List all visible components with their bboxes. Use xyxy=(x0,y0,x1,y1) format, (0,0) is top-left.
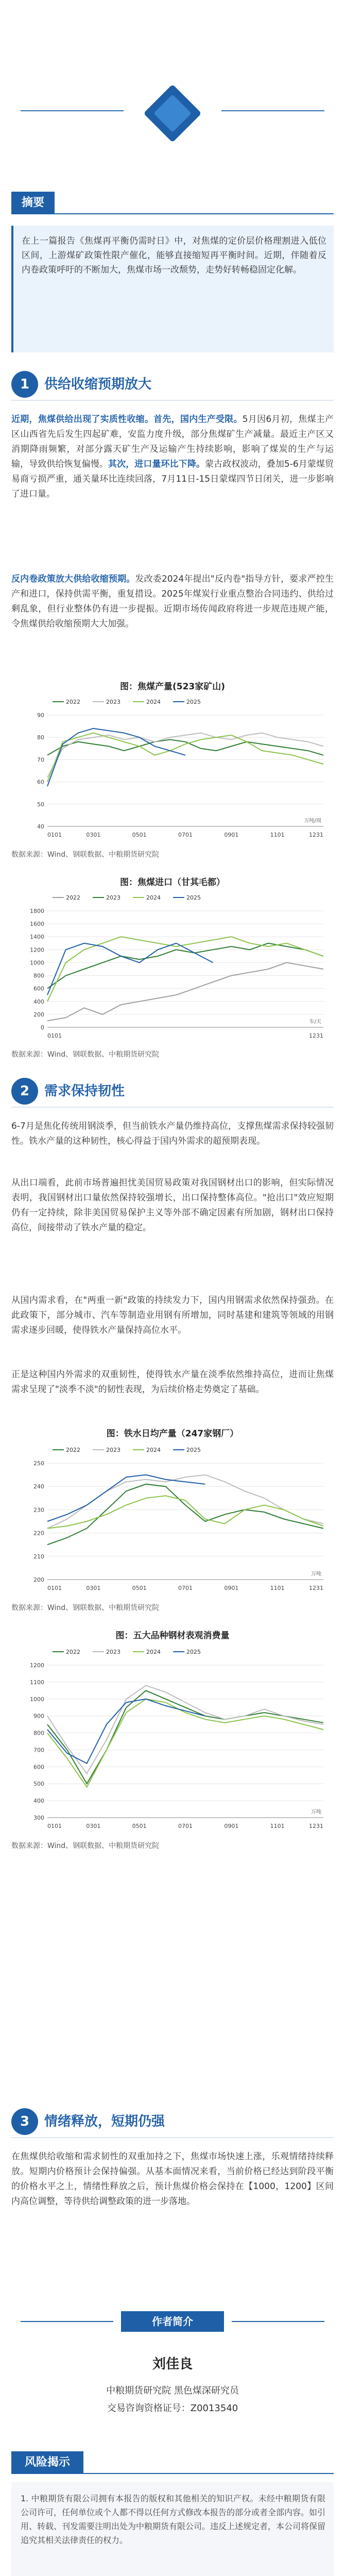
legend-item xyxy=(133,699,161,705)
hot-metal-output-chart xyxy=(21,1443,330,1597)
text: 蒙古政权波动，叠加5-6月蒙煤贸易商亏损严重，通关量环比连续回落，7月11日-15日蒙煤四节日闭关，进一步影响了进口量。 xyxy=(11,459,334,499)
legend-label: 2023 xyxy=(106,1649,120,1655)
legend-item xyxy=(93,894,120,901)
legend-item xyxy=(93,1649,120,1655)
y-tick-label: 250 xyxy=(33,1460,44,1467)
unit-label: 车/天 xyxy=(309,1019,321,1025)
x-tick-label: 0301 xyxy=(86,1823,101,1829)
y-tick-label: 210 xyxy=(33,1553,44,1560)
x-tick-label: 1231 xyxy=(309,1823,323,1829)
y-tick-label: 50 xyxy=(37,801,44,808)
legend-item xyxy=(173,699,201,705)
section-1-heading xyxy=(11,371,334,402)
bold-lead: 近期，焦煤供给出现了实质性收缩。首先，国内生产受限。 xyxy=(11,414,243,425)
x-tick-label: 0101 xyxy=(47,1823,62,1829)
y-tick-label: 1200 xyxy=(30,1662,44,1669)
legend-item xyxy=(53,1649,80,1655)
risk-item: 1. 中粮期货有限公司拥有本报告的版权和其他相关的知识产权。未经中粮期货有限公司许可，任何单位或个人都不得以任何方式修改本报告的部分或者全部内容。如引用、转载、刊发需要注明出处为中粮期货有限公司。违反上述规定者，本公司将保留追究其相关法律责任的权力。 xyxy=(21,2494,326,2545)
legend-item xyxy=(53,894,80,901)
y-tick-label: 70 xyxy=(37,756,44,764)
x-tick-label: 1231 xyxy=(309,1032,323,1039)
header-rule-right xyxy=(221,110,324,111)
series-line xyxy=(47,943,213,995)
legend-label: 2022 xyxy=(66,1649,80,1655)
x-tick-label: 0701 xyxy=(178,832,193,838)
series-line xyxy=(47,943,323,989)
y-tick-label: 230 xyxy=(33,1506,44,1514)
figure-2-source: 数据来源：Wind、钢联数据、中粮期货研究院 xyxy=(11,1050,160,1059)
series-line xyxy=(47,1699,205,1764)
bold-lead: 其次，进口量环比下降。 xyxy=(108,459,205,469)
header-badge xyxy=(0,0,345,155)
author-rule-right xyxy=(232,2321,324,2322)
y-tick-label: 1000 xyxy=(30,1696,44,1703)
coking-coal-output-chart xyxy=(21,694,330,844)
y-tick-label: 220 xyxy=(33,1530,44,1537)
y-tick-label: 400 xyxy=(33,998,44,1005)
x-tick-label: 1101 xyxy=(270,1585,285,1591)
unit-label: 万吨 xyxy=(311,1809,321,1815)
legend-label: 2024 xyxy=(146,894,161,901)
y-tick-label: 40 xyxy=(37,823,44,830)
y-tick-label: 400 xyxy=(33,1798,44,1805)
series-line xyxy=(47,733,323,782)
unit-label: 万吨/周 xyxy=(304,818,321,824)
x-tick-label: 0901 xyxy=(224,832,239,838)
text: 5月因6月初，焦煤主产区山西省先后发生四起矿难，安监力度升级，部分焦煤矿生产减量。最近主产区又消期降雨频繁，对部分露天矿生产及运输产生持续影响，影响了煤炭的生产与运输，导致供给恢复偏慢。 xyxy=(11,414,334,469)
section-number: 3 xyxy=(11,2108,38,2135)
risk-rule xyxy=(11,2473,334,2474)
legend-label: 2022 xyxy=(66,1447,80,1453)
header-rule-left xyxy=(21,110,124,111)
steel-consumption-chart xyxy=(21,1645,330,1835)
x-tick-label: 0101 xyxy=(47,1032,62,1039)
x-tick-label: 0101 xyxy=(47,832,62,838)
series-line xyxy=(47,1699,323,1787)
legend-item xyxy=(173,894,201,901)
section-title: 需求保持韧性 xyxy=(44,1083,125,1099)
figure-3-title: 图：铁水日均产量（247家钢厂） xyxy=(106,1429,239,1439)
text: 发改委2024年提出"反内卷"指导方针，要求严控生产和进口，保持供需平衡，重复措设。2025年煤炭行业重点整治合同违约、供给过剩乱象，但行业整体仍有进一步提振。近期市场传闻政府将进一步规范违规产能，令焦煤供给收缩预期大大加强。 xyxy=(11,574,334,629)
author-heading-label: 作者简介 xyxy=(121,2311,224,2332)
coking-coal-import-chart xyxy=(21,890,330,1045)
x-tick-label: 1101 xyxy=(270,832,285,838)
section-number: 1 xyxy=(11,371,38,398)
y-tick-label: 700 xyxy=(33,1747,44,1754)
legend-item xyxy=(133,1447,161,1453)
x-tick-label: 0501 xyxy=(132,1585,147,1591)
figure-3-source: 数据来源：Wind、钢联数据、中粮期货研究院 xyxy=(11,1604,160,1612)
legend-label: 2025 xyxy=(186,1447,201,1453)
legend-item xyxy=(173,1447,201,1453)
y-tick-label: 800 xyxy=(33,1730,44,1737)
section-2-paragraph-1: 6-7月是焦化传统用钢淡季，但当前铁水产量仍维持高位，支撑焦煤需求保持较强韧性。铁水产量的这种韧性，核心得益于国内外需求的超预期表现。 xyxy=(11,1121,334,1146)
series-line xyxy=(47,962,323,1021)
section-1-paragraph-1 xyxy=(11,412,334,502)
section-rule xyxy=(11,400,334,401)
series-line xyxy=(47,733,323,777)
x-tick-label: 0301 xyxy=(86,1585,101,1591)
x-tick-label: 0901 xyxy=(224,1585,239,1591)
y-tick-label: 1800 xyxy=(30,908,44,914)
author-rule-left xyxy=(21,2321,113,2322)
x-tick-label: 0101 xyxy=(47,1585,62,1591)
y-tick-label: 500 xyxy=(33,1781,44,1788)
figure-1-title: 图：焦煤产量(523家矿山) xyxy=(119,682,226,692)
legend-label: 2025 xyxy=(186,699,201,705)
section-1-paragraph-2 xyxy=(11,572,334,632)
section-2-paragraph-3: 从国内需求看，在"两重一新"政策的持续发力下，国内用钢需求依然保持强劲。在此政策下，部分城市、汽车等制造业用钢有所增加，同时基建和建筑等领域的用钢需求逐步回暖，使得铁水产量保持高位水平。 xyxy=(11,1295,334,1335)
legend-item xyxy=(133,894,161,901)
section-rule xyxy=(11,2137,334,2138)
legend-label: 2023 xyxy=(106,699,120,705)
y-tick-label: 600 xyxy=(33,985,44,992)
legend-item xyxy=(93,1447,120,1453)
legend-label: 2023 xyxy=(106,894,120,901)
legend-label: 2022 xyxy=(66,699,80,705)
author-heading xyxy=(0,2311,345,2332)
x-tick-label: 1231 xyxy=(309,1585,323,1591)
y-tick-label: 90 xyxy=(37,712,44,719)
legend-item xyxy=(53,1447,80,1453)
y-tick-label: 900 xyxy=(33,1713,44,1720)
section-number: 2 xyxy=(11,1078,38,1105)
figure-4-title: 图：五大品种钢材表观消费量 xyxy=(115,1631,230,1641)
section-title: 情绪释放，短期仍强 xyxy=(44,2114,165,2129)
legend-item xyxy=(173,1649,201,1655)
x-tick-label: 1101 xyxy=(270,1823,285,1829)
figure-4-source: 数据来源：Wind、钢联数据、中粮期货研究院 xyxy=(11,1842,160,1850)
y-tick-label: 200 xyxy=(33,1011,44,1018)
y-tick-label: 800 xyxy=(33,972,44,979)
x-tick-label: 0701 xyxy=(178,1585,193,1591)
section-2-paragraph-2: 从出口端看，此前市场普遍担忧美国贸易政策对我国钢材出口的影响，但实际情况表明，我国钢材出口量依然保持较强增长，出口保持整体高位。"抢出口"效应短期仍有一定持续，除非美国贸易保护主义等外部不确定因素有所加剧，钢材出口保持高位，间接带动了铁水产量的稳定。 xyxy=(11,1178,334,1233)
y-tick-label: 300 xyxy=(33,1815,44,1821)
legend-label: 2024 xyxy=(146,699,161,705)
y-tick-label: 1100 xyxy=(30,1679,44,1686)
y-tick-label: 1000 xyxy=(30,959,44,967)
summary-rule xyxy=(11,213,334,214)
y-tick-label: 200 xyxy=(33,1577,44,1583)
section-2-heading xyxy=(11,1078,334,1109)
author-certificate: 交易咨询资格证号：Z0013540 xyxy=(107,2403,238,2414)
risk-label: 风险揭示 xyxy=(11,2451,83,2474)
section-title: 供给收缩预期放大 xyxy=(44,377,152,392)
legend-label: 2025 xyxy=(186,894,201,901)
author-organization: 中粮期货研究院 黑色煤深研究员 xyxy=(106,2385,239,2396)
section-rule xyxy=(11,1107,334,1108)
series-line xyxy=(47,1484,323,1545)
x-tick-label: 0301 xyxy=(86,832,101,838)
y-tick-label: 1600 xyxy=(30,921,44,928)
summary-label: 摘要 xyxy=(11,192,55,214)
diamond-logo-icon xyxy=(142,72,203,149)
section-3-heading xyxy=(11,2108,334,2139)
series-line xyxy=(47,1496,323,1528)
legend-label: 2024 xyxy=(146,1649,161,1655)
legend-label: 2024 xyxy=(146,1447,161,1453)
section-3-paragraph-1: 在焦煤供给收缩和需求韧性的双重加持之下，焦煤市场快速上涨，乐观情绪持续释放。短期内价格预计会保持偏强。从基本面情况来看，当前价格已经达到阶段平衡的价格水平之上，情绪性释放之后，预计焦煤价格会保持在【1000，1200】区间内高位调整，等待供给调整政策的进一步落地。 xyxy=(11,2151,334,2207)
unit-label: 万吨 xyxy=(311,1571,321,1577)
y-tick-label: 0 xyxy=(41,1024,44,1031)
x-tick-label: 0901 xyxy=(224,1823,239,1829)
legend-label: 2022 xyxy=(66,894,80,901)
legend-label: 2023 xyxy=(106,1447,120,1453)
author-name: 刘佳良 xyxy=(152,2357,193,2372)
y-tick-label: 240 xyxy=(33,1483,44,1490)
y-tick-label: 600 xyxy=(33,1764,44,1771)
y-tick-label: 1400 xyxy=(30,934,44,941)
y-tick-label: 60 xyxy=(37,778,44,786)
legend-item xyxy=(93,699,120,705)
x-tick-label: 1231 xyxy=(309,832,323,838)
x-tick-label: 0501 xyxy=(132,1823,147,1829)
y-tick-label: 1200 xyxy=(30,946,44,954)
y-tick-label: 80 xyxy=(37,734,44,741)
series-line xyxy=(47,740,323,755)
section-2-paragraph-4: 正是这种国内外需求的双重韧性，使得铁水产量在淡季依然维持高位，进而让焦煤需求呈现了"淡季不淡"的韧性表现，为后续价格走势奠定了基础。 xyxy=(11,1369,334,1395)
x-tick-label: 0701 xyxy=(178,1823,193,1829)
x-tick-label: 0501 xyxy=(132,832,147,838)
figure-1-source: 数据来源：Wind、钢联数据、中粮期货研究院 xyxy=(11,851,160,859)
legend-item xyxy=(133,1649,161,1655)
legend-label: 2025 xyxy=(186,1649,201,1655)
figure-2-title: 图：焦煤进口（甘其毛都） xyxy=(120,877,225,888)
summary-text: 在上一篇报告《焦煤再平衡仍需时日》中，对焦煤的定价层价格理割进入低位区间，上游煤矿政策性限产催化，能够直接缩短再平衡时间。近期，伴随着反内卷政策呼吁的不断加大，焦煤市场一改颓势，走势好转畅稳固定化解。 xyxy=(22,236,326,275)
legend-item xyxy=(53,699,80,705)
bold-lead: 反内卷政策放大供给收缩预期。 xyxy=(11,574,135,584)
